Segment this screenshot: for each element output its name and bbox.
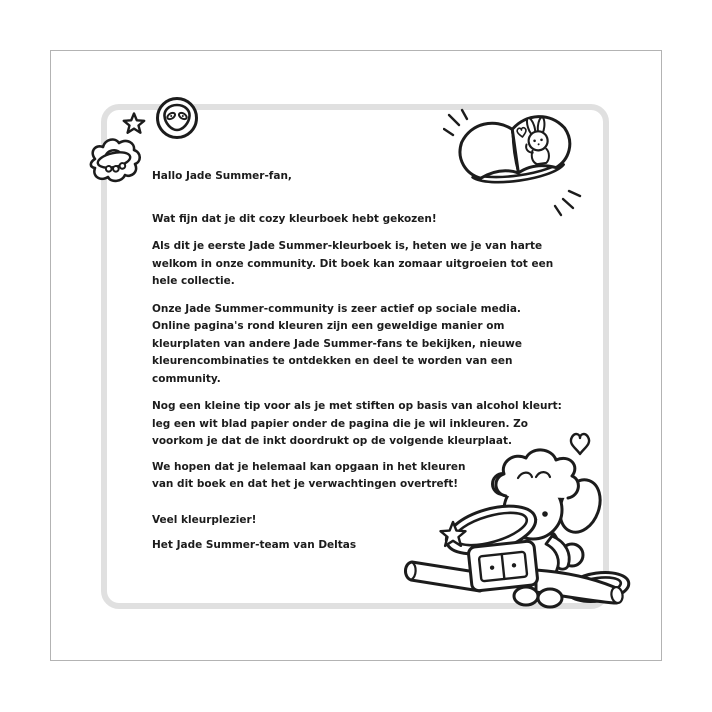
letter-page xyxy=(50,50,662,661)
alien-icon xyxy=(153,96,201,141)
puppy-with-belt-icon xyxy=(396,424,668,614)
ufo-icon xyxy=(84,134,146,186)
letter-paragraph: Als dit je eerste Jade Summer-kleurboek is, heten we je van harte welkom in onze community. Dit boek kan zomaar uitgroeien tot een hele collectie. xyxy=(152,240,554,287)
heart-icon xyxy=(571,434,589,454)
letter-paragraph: Onze Jade Summer-community is zeer actief op sociale media. Online pagina's rond kleuren zijn een geweldige manier om kleurplaten van andere Jade Summer-fans te bekijken, nieuwe kleurencombinaties te ontdekken en deel te worden van een community. xyxy=(152,302,522,385)
greeting-line: Hallo Jade Summer-fan, xyxy=(152,170,292,182)
closing-line: Veel kleurplezier! xyxy=(152,513,257,526)
letter-paragraph: We hopen dat je helemaal kan opgaan in het kleuren van dit boek en dat het je verwachtingen overtreft! xyxy=(152,460,466,490)
letter-paragraph: Wat fijn dat je dit cozy kleurboek hebt gekozen! xyxy=(152,212,437,225)
signature-line: Het Jade Summer-team van Deltas xyxy=(152,539,357,551)
letter-paragraph: Nog een kleine tip voor als je met stiften op basis van alcohol kleurt: leg een wit blad papier onder de pagina die je wil inkleuren. Zo voorkom je dat de inkt doordrukt op de volgende kleurplaat. xyxy=(152,400,562,447)
